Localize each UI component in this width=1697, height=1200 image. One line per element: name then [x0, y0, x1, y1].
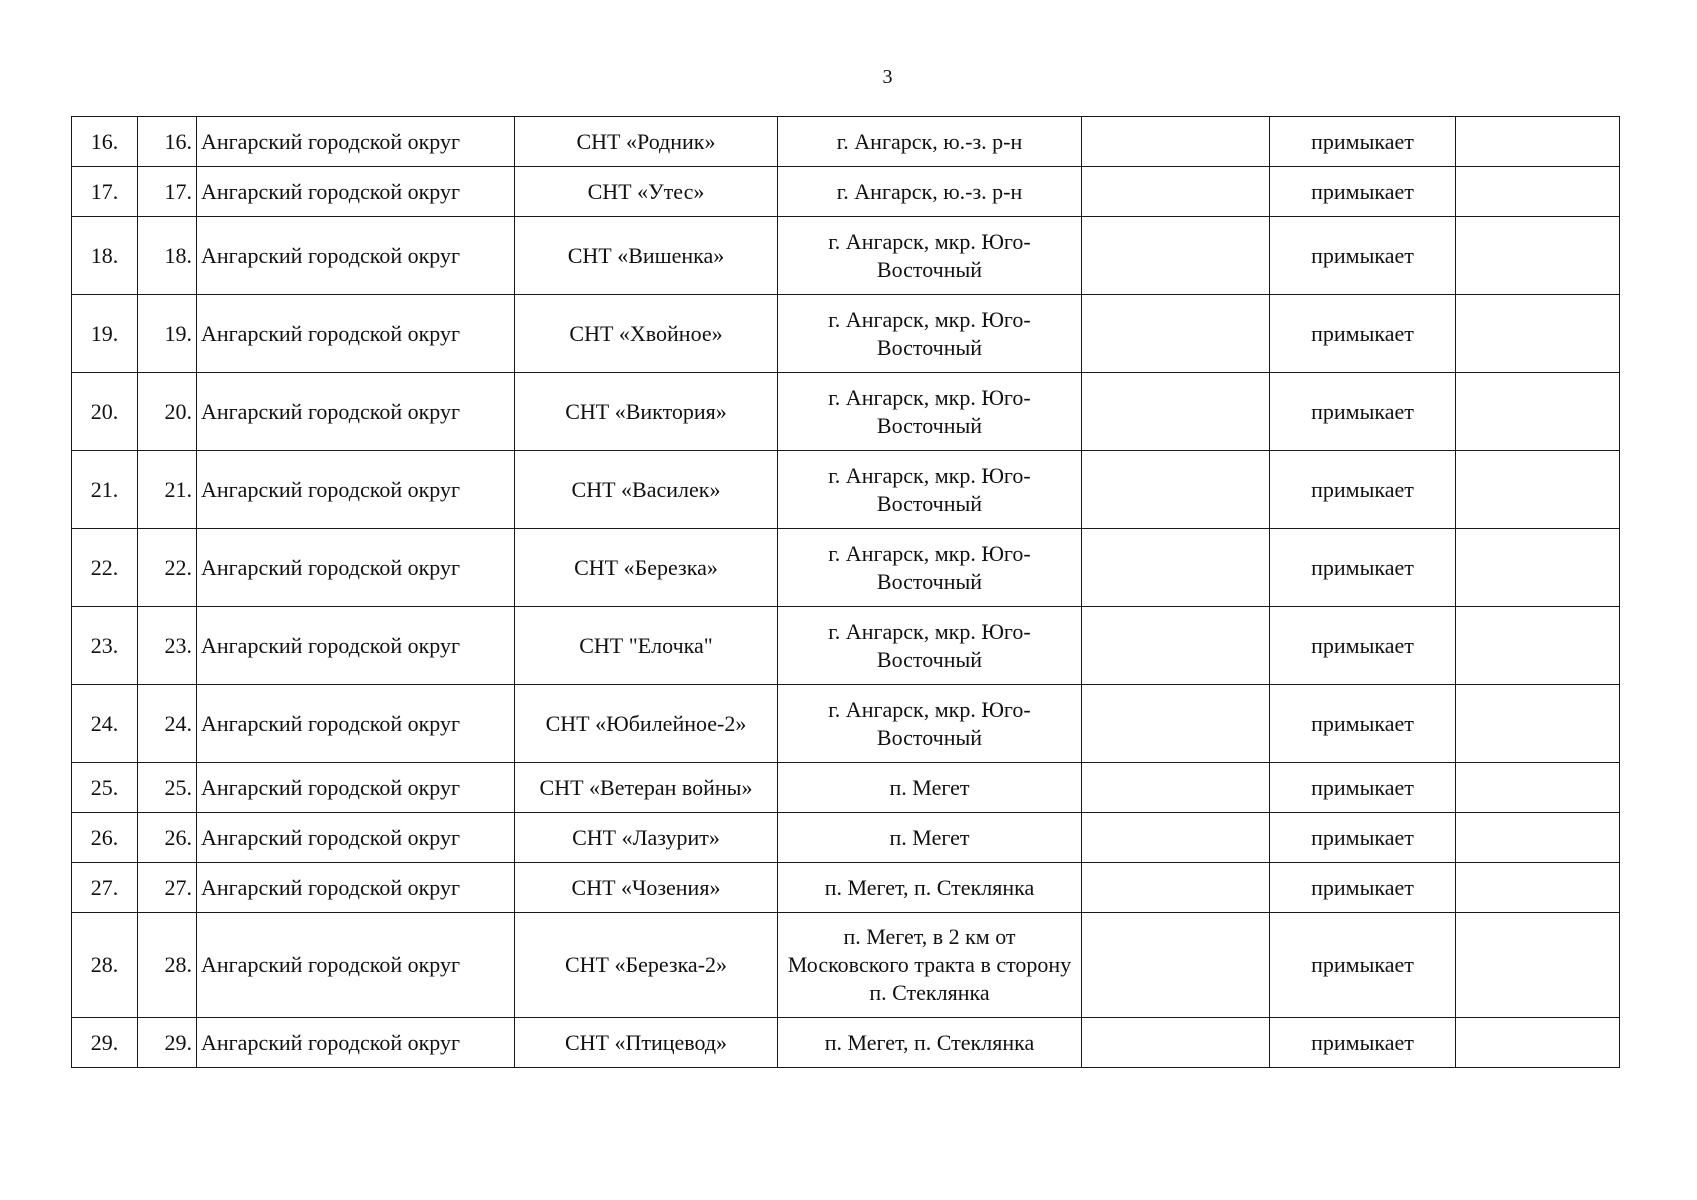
table-row — [72, 451, 1620, 529]
row-number-cell: 23. — [72, 607, 138, 685]
empty-cell — [1082, 295, 1270, 373]
empty-cell — [1456, 763, 1620, 813]
empty-cell — [1082, 117, 1270, 167]
empty-cell — [1456, 1018, 1620, 1068]
snt-name-cell: СНТ «Птицевод» — [515, 1018, 778, 1068]
snt-name-cell: СНТ «Юбилейное-2» — [515, 685, 778, 763]
okrug-cell: Ангарский городской округ — [197, 217, 515, 295]
okrug-cell: Ангарский городской округ — [197, 451, 515, 529]
empty-cell — [1456, 913, 1620, 1018]
empty-cell — [1082, 913, 1270, 1018]
table-row — [72, 217, 1620, 295]
row-index-cell: 29. — [138, 1018, 197, 1068]
location-cell: г. Ангарск, мкр. Юго-Восточный — [778, 295, 1082, 373]
row-number-cell: 21. — [72, 451, 138, 529]
status-cell: примыкает — [1270, 1018, 1456, 1068]
empty-cell — [1456, 295, 1620, 373]
table-row — [72, 529, 1620, 607]
empty-cell — [1082, 607, 1270, 685]
status-cell: примыкает — [1270, 685, 1456, 763]
empty-cell — [1456, 451, 1620, 529]
row-number-cell: 27. — [72, 863, 138, 913]
okrug-cell: Ангарский городской округ — [197, 373, 515, 451]
empty-cell — [1082, 167, 1270, 217]
empty-cell — [1082, 863, 1270, 913]
okrug-cell: Ангарский городской округ — [197, 863, 515, 913]
okrug-cell: Ангарский городской округ — [197, 763, 515, 813]
table-row — [72, 913, 1620, 1018]
snt-name-cell: СНТ «Василек» — [515, 451, 778, 529]
okrug-cell: Ангарский городской округ — [197, 117, 515, 167]
empty-cell — [1082, 451, 1270, 529]
snt-name-cell: СНТ «Хвойное» — [515, 295, 778, 373]
empty-cell — [1082, 763, 1270, 813]
status-cell: примыкает — [1270, 167, 1456, 217]
empty-cell — [1082, 217, 1270, 295]
row-index-cell: 20. — [138, 373, 197, 451]
snt-table — [71, 116, 1620, 1068]
location-cell: п. Мегет, п. Стеклянка — [778, 1018, 1082, 1068]
empty-cell — [1082, 813, 1270, 863]
location-cell: г. Ангарск, мкр. Юго-Восточный — [778, 217, 1082, 295]
empty-cell — [1456, 813, 1620, 863]
status-cell: примыкает — [1270, 451, 1456, 529]
row-index-cell: 23. — [138, 607, 197, 685]
row-number-cell: 17. — [72, 167, 138, 217]
table-row — [72, 863, 1620, 913]
empty-cell — [1456, 529, 1620, 607]
location-cell: г. Ангарск, ю.-з. р-н — [778, 167, 1082, 217]
row-number-cell: 22. — [72, 529, 138, 607]
table-row — [72, 167, 1620, 217]
okrug-cell: Ангарский городской округ — [197, 529, 515, 607]
empty-cell — [1456, 217, 1620, 295]
snt-name-cell: СНТ «Чозения» — [515, 863, 778, 913]
snt-name-cell: СНТ «Родник» — [515, 117, 778, 167]
row-number-cell: 24. — [72, 685, 138, 763]
location-cell: г. Ангарск, ю.-з. р-н — [778, 117, 1082, 167]
okrug-cell: Ангарский городской округ — [197, 813, 515, 863]
location-cell: г. Ангарск, мкр. Юго-Восточный — [778, 451, 1082, 529]
okrug-cell: Ангарский городской округ — [197, 913, 515, 1018]
row-number-cell: 20. — [72, 373, 138, 451]
status-cell: примыкает — [1270, 607, 1456, 685]
row-index-cell: 24. — [138, 685, 197, 763]
status-cell: примыкает — [1270, 117, 1456, 167]
empty-cell — [1082, 1018, 1270, 1068]
status-cell: примыкает — [1270, 763, 1456, 813]
row-number-cell: 28. — [72, 913, 138, 1018]
row-number-cell: 18. — [72, 217, 138, 295]
row-index-cell: 28. — [138, 913, 197, 1018]
empty-cell — [1456, 373, 1620, 451]
table-row — [72, 763, 1620, 813]
snt-name-cell: СНТ «Утес» — [515, 167, 778, 217]
snt-name-cell: СНТ «Ветеран войны» — [515, 763, 778, 813]
status-cell: примыкает — [1270, 529, 1456, 607]
status-cell: примыкает — [1270, 373, 1456, 451]
status-cell: примыкает — [1270, 295, 1456, 373]
snt-name-cell: СНТ «Березка» — [515, 529, 778, 607]
status-cell: примыкает — [1270, 913, 1456, 1018]
row-index-cell: 18. — [138, 217, 197, 295]
location-cell: п. Мегет — [778, 763, 1082, 813]
row-index-cell: 19. — [138, 295, 197, 373]
empty-cell — [1082, 529, 1270, 607]
status-cell: примыкает — [1270, 217, 1456, 295]
empty-cell — [1456, 167, 1620, 217]
snt-name-cell: СНТ «Вишенка» — [515, 217, 778, 295]
snt-name-cell: СНТ «Березка-2» — [515, 913, 778, 1018]
row-index-cell: 16. — [138, 117, 197, 167]
location-cell: п. Мегет, в 2 км от Московского тракта в сторону п. Стеклянка — [778, 913, 1082, 1018]
empty-cell — [1456, 685, 1620, 763]
table-row — [72, 1018, 1620, 1068]
table-row — [72, 607, 1620, 685]
okrug-cell: Ангарский городской округ — [197, 295, 515, 373]
status-cell: примыкает — [1270, 813, 1456, 863]
row-index-cell: 27. — [138, 863, 197, 913]
snt-name-cell: СНТ «Лазурит» — [515, 813, 778, 863]
location-cell: п. Мегет, п. Стеклянка — [778, 863, 1082, 913]
empty-cell — [1456, 607, 1620, 685]
row-index-cell: 22. — [138, 529, 197, 607]
row-index-cell: 26. — [138, 813, 197, 863]
row-index-cell: 17. — [138, 167, 197, 217]
empty-cell — [1456, 117, 1620, 167]
snt-name-cell: СНТ «Виктория» — [515, 373, 778, 451]
row-number-cell: 29. — [72, 1018, 138, 1068]
location-cell: г. Ангарск, мкр. Юго-Восточный — [778, 529, 1082, 607]
okrug-cell: Ангарский городской округ — [197, 167, 515, 217]
okrug-cell: Ангарский городской округ — [197, 685, 515, 763]
table-row — [72, 295, 1620, 373]
row-number-cell: 26. — [72, 813, 138, 863]
snt-name-cell: СНТ "Елочка" — [515, 607, 778, 685]
table-row — [72, 813, 1620, 863]
empty-cell — [1082, 685, 1270, 763]
row-number-cell: 25. — [72, 763, 138, 813]
location-cell: г. Ангарск, мкр. Юго-Восточный — [778, 373, 1082, 451]
row-index-cell: 21. — [138, 451, 197, 529]
table-row — [72, 373, 1620, 451]
row-number-cell: 16. — [72, 117, 138, 167]
okrug-cell: Ангарский городской округ — [197, 607, 515, 685]
empty-cell — [1082, 373, 1270, 451]
table-row — [72, 117, 1620, 167]
location-cell: п. Мегет — [778, 813, 1082, 863]
row-index-cell: 25. — [138, 763, 197, 813]
table-row — [72, 685, 1620, 763]
okrug-cell: Ангарский городской округ — [197, 1018, 515, 1068]
empty-cell — [1456, 863, 1620, 913]
page-number: 3 — [882, 66, 893, 88]
location-cell: г. Ангарск, мкр. Юго-Восточный — [778, 685, 1082, 763]
status-cell: примыкает — [1270, 863, 1456, 913]
location-cell: г. Ангарск, мкр. Юго-Восточный — [778, 607, 1082, 685]
row-number-cell: 19. — [72, 295, 138, 373]
